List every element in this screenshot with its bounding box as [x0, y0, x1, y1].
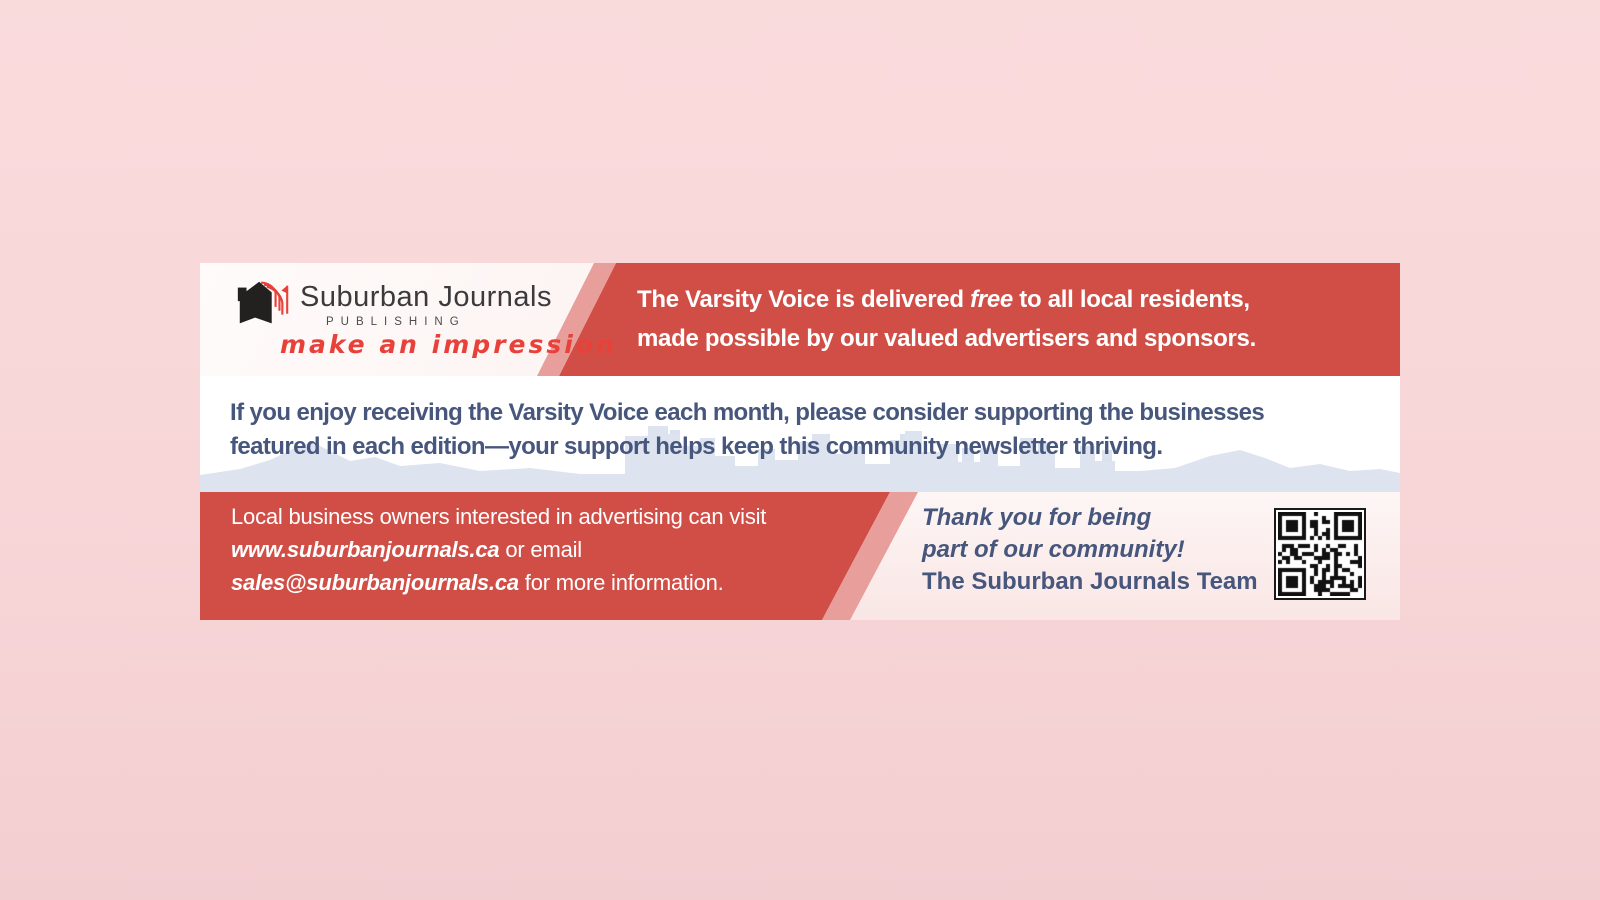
headline-text [637, 280, 1256, 358]
headline-line1-pre: The Varsity Voice is delivered [637, 286, 971, 313]
website-link[interactable]: www.suburbanjournals.ca [231, 537, 500, 562]
advertising-line2-rest: or email [499, 537, 582, 562]
logo-tagline: make an impression [280, 330, 617, 359]
support-message-line2: featured in each edition—your support helps keep this community newsletter thriving. [230, 433, 1163, 460]
house-book-logo-icon [233, 280, 293, 330]
thank-you-line2: part of our community! [922, 536, 1185, 563]
headline-line1 [637, 280, 1256, 319]
footer-band [200, 492, 1400, 620]
qr-code-frame [1274, 508, 1366, 600]
thank-you-line1: Thank you for being [922, 504, 1152, 531]
advertising-line3 [231, 566, 766, 599]
headline-line2: made possible by our valued advertisers and sponsors. [637, 325, 1256, 352]
email-link[interactable]: sales@suburbanjournals.ca [231, 570, 519, 595]
qr-code [1278, 512, 1362, 596]
advertising-line1: Local business owners interested in advertising can visit [231, 504, 767, 529]
support-message-line1: If you enjoy receiving the Varsity Voice each month, please consider supporting the businesses [230, 399, 1265, 426]
advertising-line2 [231, 533, 766, 566]
headline-line1-post: to all local residents, [1012, 286, 1250, 313]
thank-you-message [922, 502, 1258, 598]
thank-you-signature: The Suburban Journals Team [922, 568, 1258, 595]
logo-subtitle: PUBLISHING [326, 316, 466, 328]
logo-name: Suburban Journals [300, 281, 552, 313]
advertising-line3-rest: for more information. [518, 570, 724, 595]
header-band [200, 263, 1400, 376]
headline-free-emphasis: free [970, 286, 1013, 313]
message-band [200, 376, 1400, 492]
flyer-banner [200, 263, 1400, 620]
support-message [230, 396, 1264, 464]
advertising-info [231, 500, 766, 599]
